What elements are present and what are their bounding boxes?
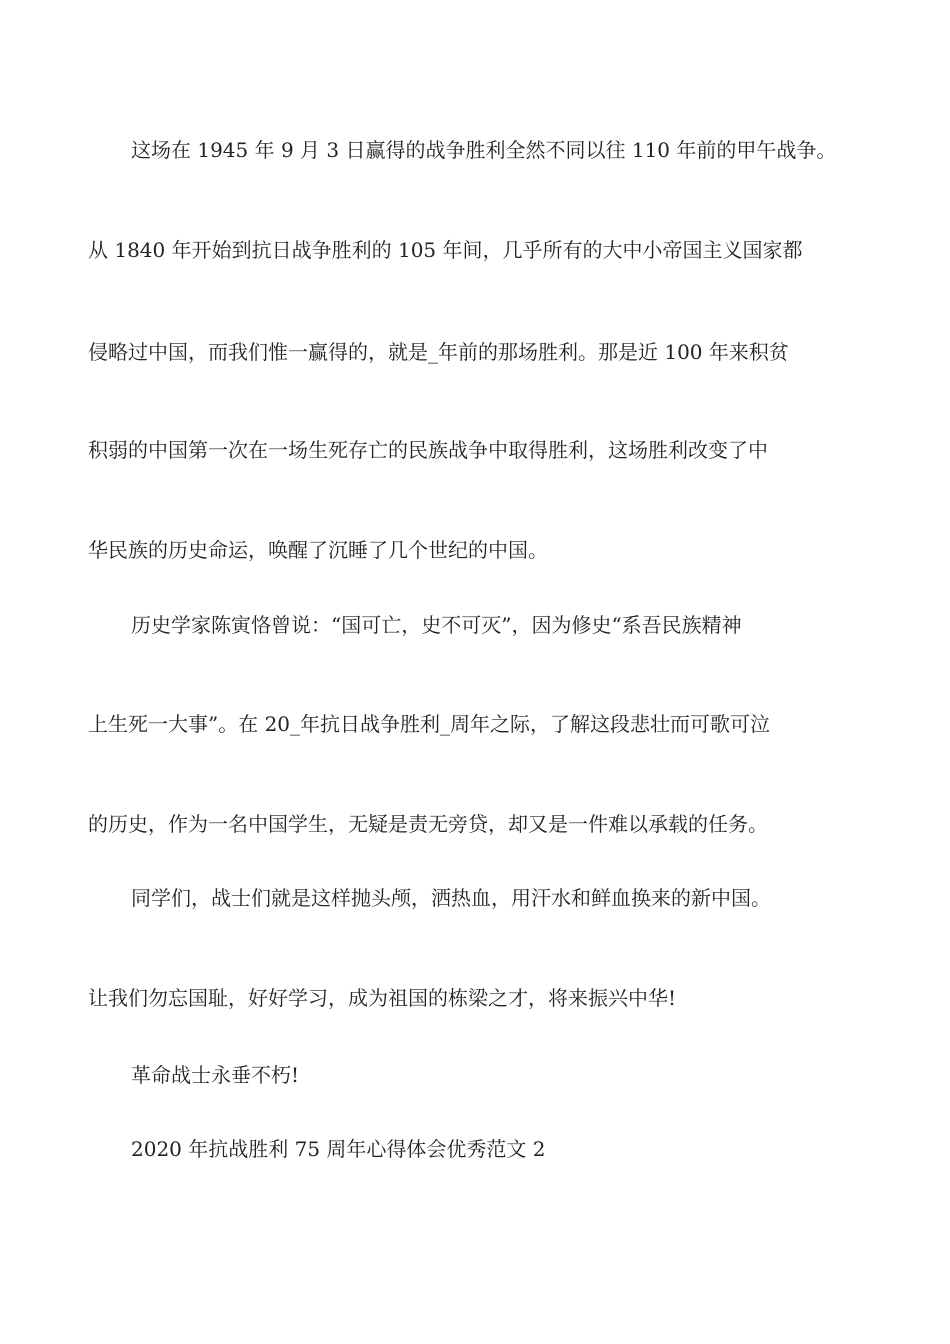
paragraph-1-line-1: 这场在 1945 年 9 月 3 日赢得的战争胜利全然不同以往 110 年前的甲午战争。 — [131, 138, 837, 162]
paragraph-2-line-2: 上生死一大事”。在 20_年抗日战争胜利_周年之际，了解这段悲壮而可歌可泣 — [88, 712, 771, 736]
paragraph-4-line-1: 革命战士永垂不朽! — [131, 1063, 300, 1087]
paragraph-1-line-5: 华民族的历史命运，唤醒了沉睡了几个世纪的中国。 — [88, 538, 548, 562]
section-heading: 2020 年抗战胜利 75 周年心得体会优秀范文 2 — [131, 1137, 546, 1161]
paragraph-2-line-3: 的历史，作为一名中国学生，无疑是责无旁贷，却又是一件难以承载的任务。 — [88, 812, 768, 836]
paragraph-1-line-3: 侵略过中国，而我们惟一赢得的，就是_年前的那场胜利。那是近 100 年来积贫 — [88, 340, 789, 364]
paragraph-1-line-4: 积弱的中国第一次在一场生死存亡的民族战争中取得胜利，这场胜利改变了中 — [88, 438, 768, 462]
paragraph-1-line-2: 从 1840 年开始到抗日战争胜利的 105 年间，几乎所有的大中小帝国主义国家都 — [88, 238, 803, 262]
paragraph-3-line-2: 让我们勿忘国耻，好好学习，成为祖国的栋梁之才，将来振兴中华! — [88, 986, 677, 1010]
paragraph-3-line-1: 同学们，战士们就是这样抛头颅，洒热血，用汗水和鲜血换来的新中国。 — [131, 886, 771, 910]
paragraph-2-line-1: 历史学家陈寅恪曾说：“国可亡，史不可灭”，因为修史“系吾民族精神 — [131, 613, 742, 637]
